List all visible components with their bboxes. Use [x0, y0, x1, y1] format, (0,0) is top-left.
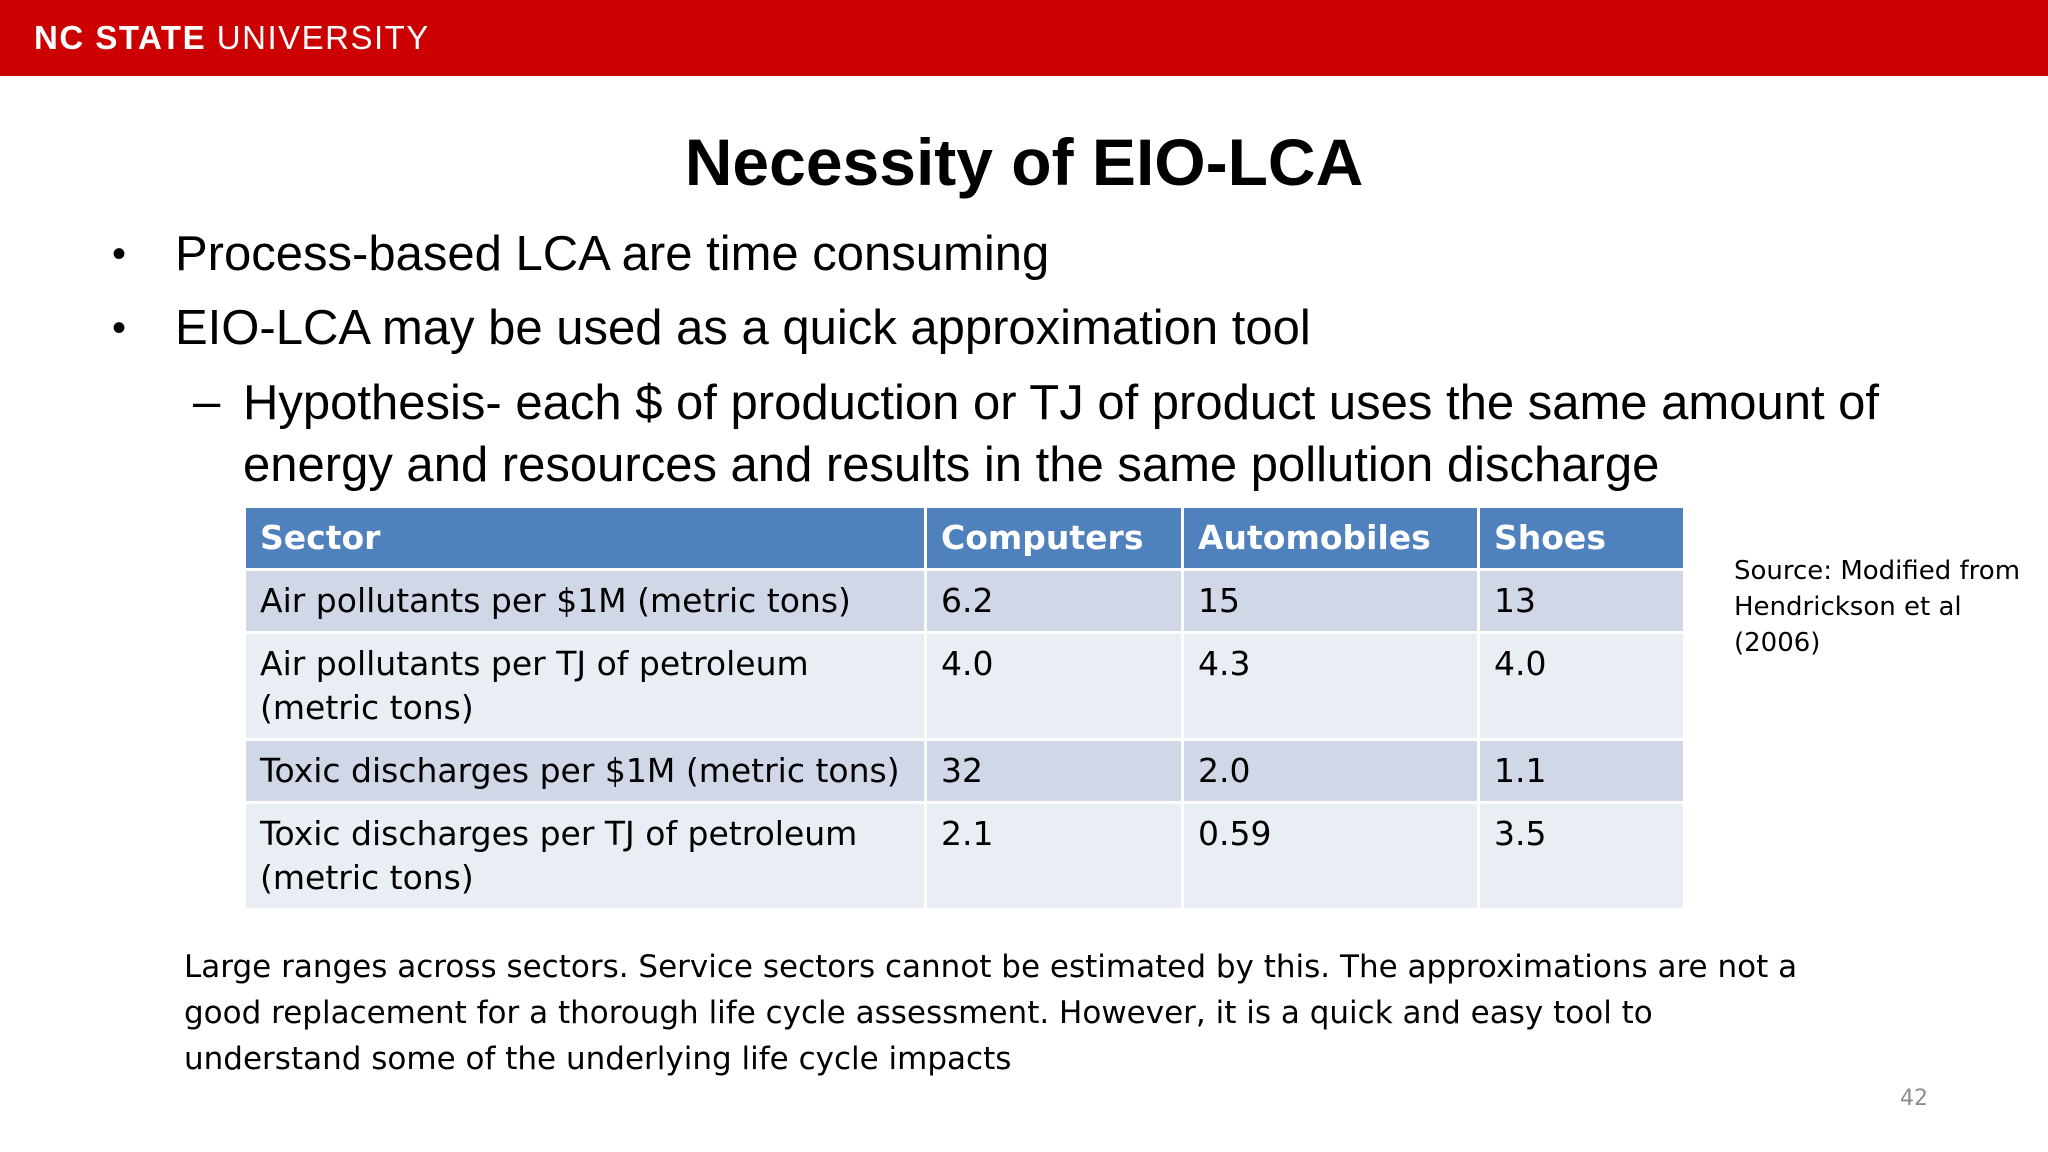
table-cell: Air pollutants per TJ of petroleum (metric tons) — [245, 633, 926, 740]
sub-bullet-dash-icon: – — [193, 375, 221, 429]
table-cell: 2.1 — [926, 803, 1183, 910]
sub-bullet-text: Hypothesis- each $ of production or TJ of product uses the same amount of energy and resources and results in the same pollution discharge — [243, 376, 1880, 492]
table-cell: 15 — [1183, 570, 1479, 633]
bullet-item-2 — [0, 298, 2048, 358]
table-header-cell: Sector — [245, 507, 926, 570]
table-cell: 4.3 — [1183, 633, 1479, 740]
table-cell: 2.0 — [1183, 740, 1479, 803]
bullet-item-1 — [0, 224, 2048, 284]
table-header-row — [245, 507, 1685, 570]
bullet-text-1: Process-based LCA are time consuming — [175, 227, 1050, 281]
table-row — [245, 803, 1685, 910]
table-cell: 32 — [926, 740, 1183, 803]
table-cell: Air pollutants per $1M (metric tons) — [245, 570, 926, 633]
university-logo — [34, 18, 430, 58]
page-number: 42 — [1900, 1086, 1928, 1111]
table-cell: Toxic discharges per TJ of petroleum (metric tons) — [245, 803, 926, 910]
bullet-dot-icon: • — [112, 232, 127, 276]
table-cell: 4.0 — [926, 633, 1183, 740]
table-cell: 13 — [1479, 570, 1685, 633]
table-cell: 4.0 — [1479, 633, 1685, 740]
bullet-dot-icon: • — [112, 306, 127, 350]
slide-title: Necessity of EIO-LCA — [684, 125, 1364, 199]
source-note: Source: Modified from Hendrickson et al (2006) — [1734, 556, 2021, 658]
table-cell: Toxic discharges per $1M (metric tons) — [245, 740, 926, 803]
table-cell: 6.2 — [926, 570, 1183, 633]
data-table — [243, 505, 1686, 911]
table-header-cell: Shoes — [1479, 507, 1685, 570]
table-row — [245, 570, 1685, 633]
footer-note: Large ranges across sectors. Service sectors cannot be estimated by this. The approximations are not a good replacement for a thorough life cycle assessment. However, it is a quick and easy tool to understand some of the underlying life cycle impacts — [184, 949, 1798, 1077]
table-cell: 1.1 — [1479, 740, 1685, 803]
brand-bold-text: NC STATE — [34, 19, 207, 56]
table-header-cell: Computers — [926, 507, 1183, 570]
table-row — [245, 633, 1685, 740]
table-cell: 0.59 — [1183, 803, 1479, 910]
header-bar — [0, 0, 2048, 76]
table-cell: 3.5 — [1479, 803, 1685, 910]
bullet-text-2: EIO-LCA may be used as a quick approximation tool — [175, 301, 1311, 355]
brand-light-text: UNIVERSITY — [216, 19, 430, 56]
sub-bullet-item — [0, 372, 2048, 502]
table-header-cell: Automobiles — [1183, 507, 1479, 570]
table-row — [245, 740, 1685, 803]
